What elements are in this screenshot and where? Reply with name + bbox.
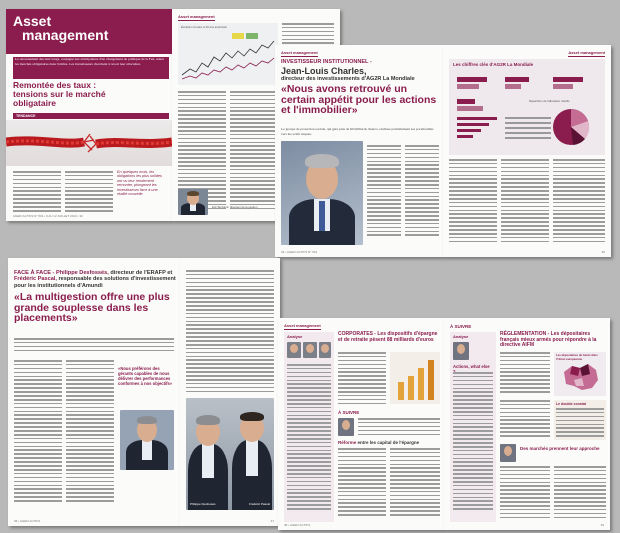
bar-chart-box: [390, 352, 440, 404]
page-footer: 37: [270, 519, 274, 523]
analysis-tag: Analyse: [287, 334, 303, 339]
tag-tendance: TENDANCE: [13, 113, 169, 119]
spread2-left-page: [275, 45, 443, 257]
europe-map: [554, 352, 606, 396]
subhead-text: entre les capital de l'épargne: [357, 440, 420, 445]
section-label: RÉGLEMENTATION -: [500, 331, 550, 337]
chapo: Le groupe de protection sociale, qui gère plus de 60 milliards d'euros, réalloue partiellement ses portefeuilles vers les actifs risqués.: [281, 127, 434, 136]
portrait-photo: [281, 141, 363, 245]
allocation-pie: [449, 59, 605, 155]
page-header: Asset management: [568, 50, 605, 55]
subhead: [338, 440, 440, 445]
analysis-quote: Actions, what else: [453, 364, 490, 369]
kicker-label: FACE À FACE -: [14, 270, 55, 276]
page-footer: 38 • AGEFI ACTIFS: [284, 523, 311, 527]
portrait-photo: [178, 189, 208, 215]
section-subtitle: management: [22, 27, 109, 43]
headline: «Nous avons retrouvé un certain appétit pour les actions et l'immobilier»: [281, 83, 437, 116]
pull-quote: «Nous préférons des gérants capables de nous délivrer des performances conformes à nos objectifs»: [118, 366, 173, 386]
interviewee-name: Jean-Louis Charles,: [281, 66, 367, 76]
spread2-right-page: [443, 45, 611, 257]
name-pascal: Frédéric Pascal,: [14, 276, 57, 283]
allocation-subtitle: Répartition de l'allocation d'actifs: [529, 99, 570, 103]
role-desfosses: directeur de l'ERAFP et: [110, 270, 173, 276]
section-line: [500, 332, 606, 349]
pull-quote: En quelques mois, les obligations les plus solides ont vu leur rendement remonter, plongeant les investisseurs face à une réalité nouvelle.: [117, 170, 162, 197]
red-rope-illustration: [6, 120, 172, 166]
subhead-label: Réforme: [338, 440, 357, 445]
page-footer: 39: [600, 523, 604, 527]
headline: Les dépositaires français mieux armés pour répondre à la directive AIFM: [500, 331, 597, 349]
section-title: Asset: [13, 13, 52, 29]
kicker: [281, 59, 439, 65]
yield-chart: [178, 23, 278, 85]
page-header: Asset management: [281, 50, 318, 55]
spread3-left-page: [8, 258, 180, 526]
photo-caption: Eric Bertrand, directeur de la gestion: [212, 205, 258, 209]
section-label: CORPORATES -: [338, 331, 376, 337]
role-pascal: responsable des solutions d'investissement pour les institutionnels d'Amundi: [14, 276, 176, 289]
analysis-column: [450, 332, 496, 522]
headline: Les dispositifs d'épargne et de retraite pèsent 88 milliards d'euros: [338, 331, 438, 343]
map-title: Les dépositaires de fonds dans l'Union européenne: [556, 353, 598, 361]
section-line: [338, 332, 440, 343]
chart-legend: Évolution du taux à 10 ans américain: [181, 25, 227, 29]
page-footer: 35: [601, 250, 605, 254]
kicker: [14, 270, 176, 289]
chart-area: [178, 23, 278, 85]
box-double-constat: [554, 400, 606, 440]
analysis-column: [284, 332, 334, 522]
box-title: Le double constat: [556, 402, 586, 406]
headline-2: Des marchés prennent leur approche: [520, 446, 600, 451]
headline: Remontée des taux : tensions sur le marché obligataire: [13, 80, 106, 108]
a-suivre-tag: À SUIVRE: [450, 324, 472, 329]
section-banner: [6, 9, 172, 54]
key-figures-box: [449, 59, 605, 155]
page-footer: AGEFI ACTIFS N° 501 • 6 AU 12 JUILLET 2013 • 32: [13, 214, 83, 218]
spread1-left-page: [6, 9, 172, 221]
duo-photo: [186, 398, 274, 510]
spread4-right-page: [444, 318, 610, 530]
page-header: Asset management: [284, 323, 321, 328]
analysis-tag: Analyse: [453, 334, 469, 339]
headline: «La multigestion offre une plus grande souplesse dans les placements»: [14, 291, 170, 324]
page-footer: 36 • AGEFI ACTIFS: [14, 519, 41, 523]
spread3-right-page: [180, 258, 280, 526]
a-suivre-tag: À SUIVRE: [338, 410, 360, 415]
page-header: Asset management: [178, 14, 215, 19]
interviewee-role: directeur des investissements d'AG2R La Mondiale: [281, 76, 415, 82]
intro-text: Le retournement des taux longs, conjugué aux anticipations d'un changement de politique de la Fed, remet les marchés obligataires dans l'ombre. Les investisseurs cherchent à revoir leur allocation.: [13, 57, 169, 79]
page-footer: 34 • AGEFI ACTIFS N° 501: [281, 250, 318, 254]
caption-desfosses: Philippe Desfossés: [190, 502, 216, 506]
box-title: Les chiffres clés d'AG2R La Mondiale: [453, 62, 534, 67]
spread4-left-page: [278, 318, 444, 530]
kicker-label: INVESTISSEUR INSTITUTIONNEL -: [281, 59, 372, 65]
name-desfosses: Philippe Desfossés,: [55, 270, 109, 276]
caption-pascal: Frédéric Pascal: [249, 502, 270, 506]
portrait-desfosses: [120, 410, 174, 470]
europe-map-box: [554, 352, 606, 396]
rope-image: [6, 120, 172, 166]
